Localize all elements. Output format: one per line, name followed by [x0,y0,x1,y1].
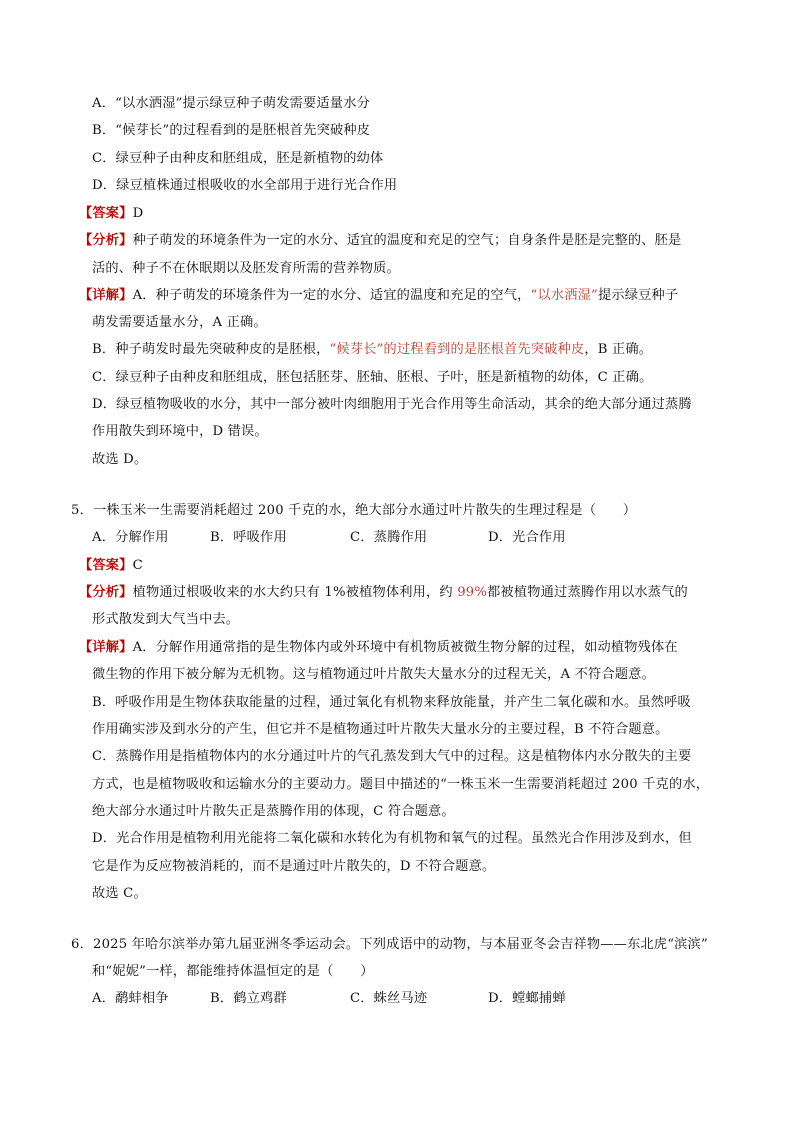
q6-stem-line-2: 和“妮妮”一样，都能维持体温恒定的是（ ） [92,964,374,979]
highlight-text: “候芽长”的过程看到的是胚根首先突破种皮 [329,342,585,357]
q5-conclusion: 故选 C。 [92,886,147,901]
detail-tag: 【详解】 [79,640,133,655]
q6-option-a: A．鹬蚌相争 [92,991,169,1006]
detail-tag: 【详解】 [79,288,133,303]
detail-text: B．种子萌发时最先突破种皮的是胚根， [92,342,330,357]
q6-option-c: C．蛛丝马迹 [350,991,428,1006]
q4-option-b: B．“候芽长”的过程看到的是胚根首先突破种皮 [92,123,371,138]
q5-detail-line-5: C．蒸腾作用是指植物体内的水分通过叶片的气孔蒸发到大气中的过程。这是植物体内水分散失的主要 [92,749,692,764]
q5-detail-line-2: 微生物的作用下被分解为无机物。这与植物通过叶片散失大量水分的过程无关，A 不符合题意。 [92,667,655,682]
q5-option-c: C．蒸腾作用 [350,530,428,545]
q5-stem: 5．一株玉米一生需要消耗超过 200 千克的水，绝大部分水通过叶片散失的生理过程是（ ） [71,503,637,518]
q4-answer [79,204,143,224]
q4-analysis-line-2: 活的、种子不在休眠期以及胚发育所需的营养物质。 [92,261,400,276]
q5-detail-line-7: 绝大部分水通过叶片散失正是蒸腾作用的体现，C 符合题意。 [92,804,455,819]
q5-detail-line-9: 它是作为反应物被消耗的，而不是通过叶片散失的，D 不符合题意。 [92,859,496,874]
q4-detail-a-line-1 [79,286,678,306]
analysis-tag: 【分析】 [79,233,133,248]
analysis-tag: 【分析】 [79,585,133,600]
answer-value: C [132,558,143,573]
answer-tag: 【答案】 [79,206,133,221]
q4-conclusion: 故选 D。 [92,452,148,467]
highlight-text: 99% [457,585,488,600]
q6-stem-line-1: 6．2025 年哈尔滨举办第九届亚洲冬季运动会。下列成语中的动物，与本届亚冬会吉祥物——东北虎“滨滨” [71,937,708,952]
q5-answer [79,556,143,576]
q4-option-a: A．“以水洒湿”提示绿豆种子萌发需要适量水分 [92,96,370,111]
q5-detail-line-3: B．呼吸作用是生物体获取能量的过程，通过氧化有机物来释放能量，并产生二氧化碳和水。虽然呼吸 [92,695,691,710]
detail-text: 提示绿豆种子 [597,288,679,303]
q4-option-c: C．绿豆种子由种皮和胚组成，胚是新植物的幼体 [92,151,384,166]
q5-option-a: A．分解作用 [92,530,169,545]
q4-detail-b [92,340,652,360]
q6-options [92,989,566,1009]
q5-detail-line-8: D．光合作用是植物利用光能将二氧化碳和水转化为有机物和氧气的过程。虽然光合作用涉及到水，但 [92,831,692,846]
q5-detail-line-1 [79,638,678,658]
highlight-text: “以水洒湿” [530,288,598,303]
detail-text: A．种子萌发的环境条件为一定的水分、适宜的温度和充足的空气， [132,288,531,303]
q5-detail-line-6: 方式，也是植物吸收和运输水分的主要动力。题目中描述的“一株玉米一生需要消耗超过 200 千克的水， [92,777,710,792]
q4-detail-d-line-2: 作用散失到环境中，D 错误。 [92,424,268,439]
q5-analysis-line-2: 形式散发到大气当中去。 [92,612,240,627]
q5-detail-line-4: 作用确实涉及到水分的产生，但它并不是植物通过叶片散失大量水分的主要过程，B 不符合题意。 [92,722,669,737]
q4-analysis-line-1 [79,231,681,251]
analysis-text: 种子萌发的环境条件为一定的水分、适宜的温度和充足的空气；自身条件是胚是完整的、胚是 [132,233,682,248]
analysis-text: 植物通过根吸收来的水大约只有 1%被植物体利用，约 [132,585,458,600]
q5-analysis-line-1 [79,583,688,603]
q4-detail-a-line-2: 萌发需要适量水分，A 正确。 [92,315,267,330]
q5-option-d: D．光合作用 [488,530,566,545]
detail-text: ，B 正确。 [584,342,653,357]
q4-detail-c: C．绿豆种子由种皮和胚组成，胚包括胚芽、胚轴、胚根、子叶，胚是新植物的幼体，C 正确。 [92,370,653,385]
analysis-text: 都被植物通过蒸腾作用以水蒸气的 [487,585,688,600]
answer-value: D [132,206,144,221]
q5-options [92,528,566,548]
q4-option-d: D．绿豆植株通过根吸收的水全部用于进行光合作用 [92,178,398,193]
q6-option-b: B．鹤立鸡群 [210,991,287,1006]
answer-tag: 【答案】 [79,558,133,573]
q5-option-b: B．呼吸作用 [210,530,287,545]
q4-detail-d-line-1: D．绿豆植物吸收的水分，其中一部分被叶肉细胞用于光合作用等生命活动，其余的绝大部分通过蒸腾 [92,397,692,412]
q6-option-d: D．螳螂捕蝉 [488,991,566,1006]
detail-text: A．分解作用通常指的是生物体内或外环境中有机物质被微生物分解的过程，如动植物残体在 [132,640,678,655]
